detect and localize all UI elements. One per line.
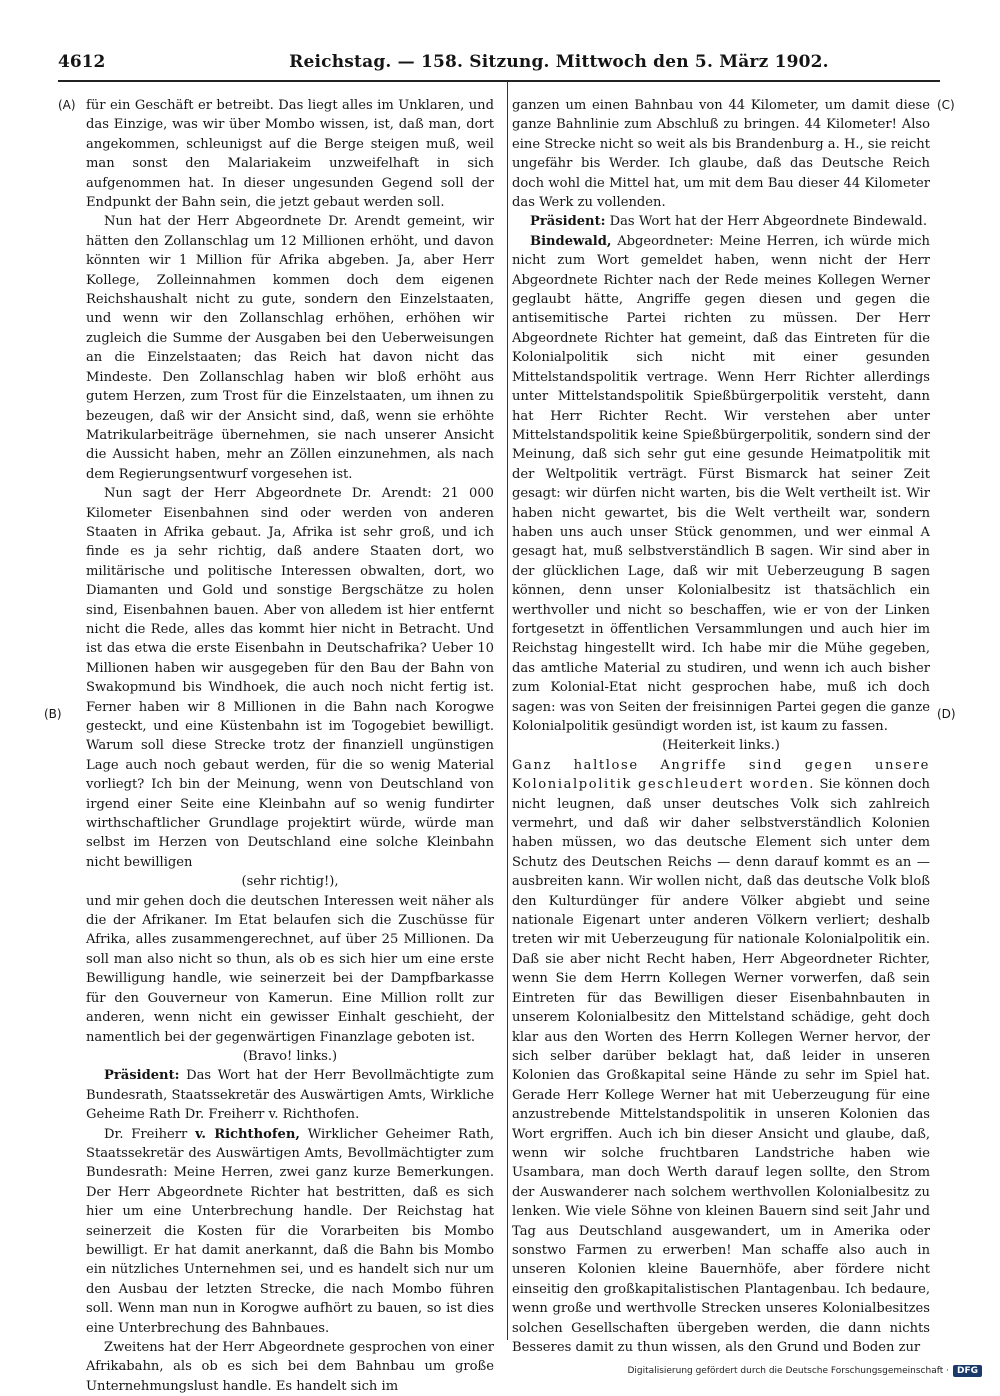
paragraph bbox=[512, 756, 930, 1358]
interjection: (sehr richtig!), bbox=[241, 874, 339, 890]
margin-mark-a: (A) bbox=[58, 98, 76, 112]
dfg-logo: DFG bbox=[953, 1365, 982, 1377]
right-column bbox=[512, 96, 930, 1357]
paragraph: Nun hat der Herr Abgeordnete Dr. Arendt gemeint, wir hätten den Zollanschlag um 12 Millionen erhöht, und davon könnten wir 1 Million für Afrika abgeben. Ja, aber Herr Kollege, Zolleinnahmen kommen doch dem eigenen Reichshaushalt nicht zu gute, sondern den Einzelstaaten, und wenn wir den Zollanschlag erhöhen, erhöhen wir zugleich die Summe der Ausgaben bei den Ueberweisungen an die Einzelstaaten; das Reich hat davon nicht das Mindeste. Den Zollanschlag haben wir bloß erhöht aus gutem Herzen, zum Trost für die Einzelstaaten, um ihnen zu bezeugen, daß wir der Ansicht sind, daß, wenn sie erhöhte Matrikularbeiträge übernehmen, sie nach unserer Ansicht die Aussicht haben, mehr an Zöllen einzunehmen, als nach dem Regierungsentwurf vorgesehen ist. bbox=[86, 214, 494, 482]
speaker-name: v. Richthofen, bbox=[195, 1126, 300, 1142]
running-title: Reichstag. — 158. Sitzung. Mittwoch den 5. März 1902. bbox=[289, 52, 829, 72]
paragraph: Nun sagt der Herr Abgeordnete Dr. Arendt: 21 000 Kilometer Eisenbahnen sind oder werden von anderen Staaten in Afrika gebaut. Ja, Afrika ist sehr groß, und ich finde es ja sehr richtig, daß andere Staaten dort, wo militärische und politische Interessen obwalten, dort, wo Diamanten und Gold und sonstige Bergschätze zu holen sind, Eisenbahnen bauen. Aber von alledem ist hier entfernt nicht die Rede, alles das kommt hier nicht in Betracht. Und ist das etwa die erste Eisenbahn in Deutschafrika? Ueber 10 Millionen haben wir ausgegeben für den Bau der Bahn von Swakopmund bis Windhoek, die auch noch nicht fertig ist. Ferner haben wir 8 Millionen in die Bahn nach Korogwe gesteckt, und eine Küstenbahn ist im Togogebiet bewilligt. Warum soll diese Strecke trotz der finanziell ungünstigen Lage auch noch gebaut werden, für die so wenig Material vorliegt? Ich bin der Meinung, wenn von Deutschland von irgend einer Seite eine Kleinbahn auf so wenig fundirter wirthschaftlicher Grundlage projektirt würde, würde man selbst im Herzen von Deutschland eine solche Kleinbahn nicht bewilligen bbox=[86, 486, 494, 870]
page-header bbox=[58, 52, 940, 80]
speech-text: Abgeordneter: Meine Herren, ich würde mich nicht zum Wort gemeldet haben, wenn nicht der Herr Abgeordnete Richter nach der Rede meines Kollegen Werner geglaubt hätte, Angriffe gegen diesen und gegen die antisemitische Partei richten zu müssen. Der Herr Abgeordnete Richter hat gemeint, daß das Eintreten für die Kolonialpolitik sich nicht mit einer gesunden Mittelstandspolitik vertrage. Wenn Herr Richter allerdings unter Mittelstandspolitik Spießbürgerpolitik versteht, dann hat Herr Richter Recht. Wir verstehen aber unter Mittelstandspolitik keine Spießbürgerpolitik, sondern sind der Meinung, daß sich sehr gut eine gesunde Heimatpolitik mit der Weltpolitik verträgt. Fürst Bismarck hat seiner Zeit gesagt: wir dürfen nicht warten, bis die Welt vertheilt ist. Wir haben nicht gewartet, bis die Welt vertheilt war, sondern haben uns auch unser Stück genommen, und wer einmal A gesagt hat, muß selbstverständlich B sagen. Wir sind aber in der glücklichen Lage, daß wir mit Ueberzeugung B sagen können, denn unser Kolonialbesitz ist thatsächlich ein werthvoller und nicht so beschaffen, wie er von der Linken fortgesetzt in öffentlichen Versammlungen und auch hier im Reichstag hingestellt wird. Ich habe mir die Mühe gegeben, das amtliche Material zu studiren, und wenn ich auch bisher zum Kolonial-Etat nicht gesprochen habe, muß ich doch sagen: was von Seiten der freisinnigen Partei gegen die ganze Kolonialpolitik gesündigt worden ist, ist kaum zu fassen. bbox=[512, 233, 930, 734]
header-rule bbox=[58, 80, 940, 82]
left-column bbox=[86, 96, 494, 1396]
speaker-paragraph bbox=[512, 212, 930, 231]
margin-mark-c: (C) bbox=[937, 98, 955, 112]
speaker-paragraph bbox=[86, 1125, 494, 1338]
speaker-label: Präsident: bbox=[104, 1068, 180, 1084]
speech-text: Sie können doch nicht leugnen, daß unser deutsches Volk sich zahlreich vermehrt, und daß wir daher selbstverständlich Kolonien haben müssen, wo das deutsche Element sich unter dem Schutz des Deutschen Reichs — denn darauf kommt es an — ausbreiten kann. Wir wollen nicht, daß das deutsche Volk bloß den Kulturdünger für andere Völker abgiebt und seine nationale Eigenart unter anderen Völkern verliert; deshalb treten wir mit Ueberzeugung für nationale Kolonialpolitik ein. Daß sie aber nicht Recht haben, Herr Abgeordneter Richter, wenn Sie dem Herrn Kollegen Werner vorwerfen, daß sein Eintreten für das Bewilligen dieser Eisenbahnbauten in unserem Kolonialbesitz den Mittelstand schädige, geht doch klar aus den Worten des Herrn Kollegen Werner hervor, der sich selber darüber beklagt hat, daß leider in unseren Kolonien das Großkapital seine Hände zu sehr im Spiel hat. Gerade Herr Kollege Werner hat mit Ueberzeugung für eine anzustrebende Mittelstandspolitik in unseren Kolonien das Wort ergriffen. Auch ich bin dieser Ansicht und glaube, daß, wenn wir solche fruchtbaren Landstriche haben wie Usambara, man doch Werth darauf legen sollte, den Strom der Auswanderer nach solchem werthvollen Kolonialbesitz zu lenken. Wie viele Söhne von kleinen Bauern sind seit Jahr und Tag aus Deutschland ausgewandert, um in Amerika oder sonstwo Farmen zu erwerben! Man schaffe also auch in unseren Kolonien kleine Bauernhöfe, aber fördere nicht einseitig den großkapitalistischen Plantagenbau. Ich bedaure, wenn große und werthvolle Strecken unseres Kolonialbesitzes solchen Gesellschaften übergeben werden, die dann nichts Besseres damit zu thun wissen, als den Grund und Boden zur bbox=[512, 777, 930, 1355]
speaker-name: Bindewald, bbox=[530, 233, 612, 249]
paragraph: und mir gehen doch die deutschen Interessen weit näher als die der Afrikaner. Im Etat belaufen sich die Zuschüsse für Afrika, alles zusammengerechnet, auf über 25 Millionen. Da soll man also nicht so thun, als ob es sich hier um eine erste Bewilligung handle, wie seinerzeit bei der Dampfbarkasse für den Gouverneur von Kamerun. Eine Million rollt zur anderen, wenn nicht ein gewisser Einhalt geschieht, der namentlich bei der gegenwärtigen Finanzlage geboten ist. bbox=[86, 893, 494, 1045]
interjection: (Heiterkeit links.) bbox=[662, 738, 780, 754]
speaker-paragraph bbox=[512, 232, 930, 737]
digitization-credit bbox=[628, 1365, 983, 1377]
column-divider bbox=[507, 82, 508, 1340]
speaker-paragraph bbox=[86, 1066, 494, 1124]
margin-mark-b: (B) bbox=[44, 707, 62, 721]
spaced-emphasis: Ganz haltlose Angriffe sind gegen unsere Kolonialpolitik geschleudert worden. bbox=[512, 757, 930, 793]
interjection: (Bravo! links.) bbox=[242, 1048, 338, 1064]
speech-text: Das Wort hat der Herr Bevollmächtigte zum Bundesrath, Staatssekretär des Auswärtigen Amts, Wirkliche Geheime Rath Dr. Freiherr v. Richthofen. bbox=[86, 1068, 494, 1123]
speaker-label: Präsident: bbox=[530, 214, 606, 230]
speaker-title: Dr. Freiherr bbox=[104, 1126, 196, 1142]
page-number: 4612 bbox=[58, 52, 106, 72]
speech-text: Das Wort hat der Herr Abgeordnete Bindewald. bbox=[605, 214, 927, 230]
paragraph: ganzen um einen Bahnbau von 44 Kilometer, um damit diese ganze Bahnlinie zum Abschluß zu bringen. 44 Kilometer! Also eine Strecke nicht so weit als bis Brandenburg a. H., sie reicht ungefähr bis Werder. Ich glaube, daß das Deutsche Reich doch wohl die Mittel hat, um mit dem Bau dieser 44 Kilometer das Werk zu vollenden. bbox=[512, 98, 930, 211]
credit-text: Digitalisierung gefördert durch die Deutsche Forschungsgemeinschaft · bbox=[627, 1366, 949, 1376]
speech-text: Wirklicher Geheimer Rath, Staatssekretär des Auswärtigen Amts, Bevollmächtigter zum Bundesrath: Meine Herren, zwei ganz kurze Bemerkungen. Der Herr Abgeordnete Richter hat bestritten, daß es sich hier um eine Unterbrechung handle. Der Reichstag hat seinerzeit die Kosten für die Vorarbeiten bis Mombo bewilligt. Er hat damit anerkannt, daß die Bahn bis Mombo ein nützliches Unternehmen sei, und es handelt sich nur um den Ausbau der letzten Strecke, die nach Mombo führen soll. Wenn man nun in Korogwe aufhört zu bauen, so ist dies eine Unterbrechung des Bahnbaues. bbox=[86, 1126, 494, 1336]
paragraph: Zweitens hat der Herr Abgeordnete gesprochen von einer Afrikabahn, als ob es sich bei dem Bahnbau um große Unternehmungslust handle. Es handelt sich im bbox=[86, 1340, 494, 1394]
paragraph: für ein Geschäft er betreibt. Das liegt alles im Unklaren, und das Einzige, was wir über Mombo wissen, ist, daß man, dort angekommen, schleunigst auf die Berge steigen muß, weil man sonst den Malariakeim unzweifelhaft in sich aufgenommen hat. In dieser ungesunden Gegend soll der Endpunkt der Bahn sein, die jetzt gebaut werden soll. bbox=[86, 98, 494, 211]
margin-mark-d: (D) bbox=[937, 707, 956, 721]
